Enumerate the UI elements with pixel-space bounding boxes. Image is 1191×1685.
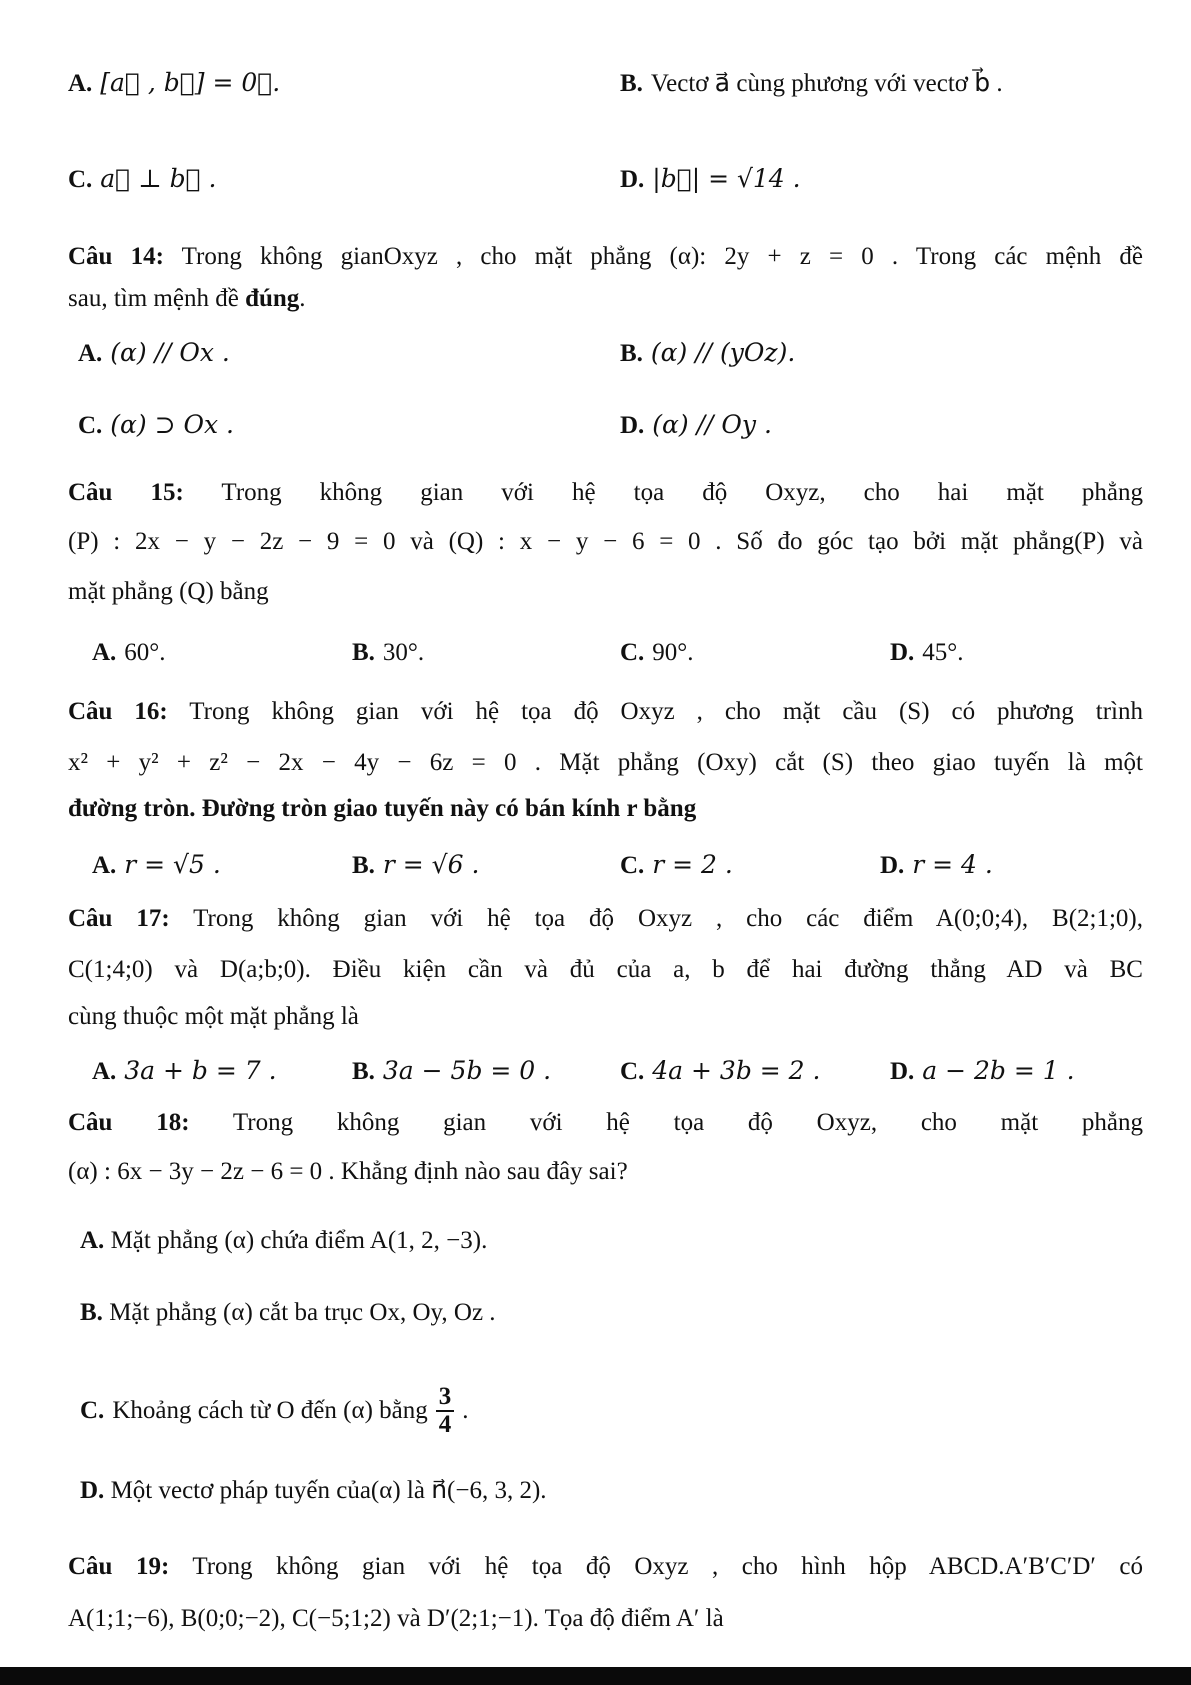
question-text: đường tròn. Đường tròn giao tuyến này có bán kính r bằng bbox=[68, 795, 697, 822]
option-text: Khoảng cách từ O đến (α) bằng bbox=[112, 1397, 428, 1425]
q17-option-d[interactable] bbox=[890, 1056, 1075, 1087]
option-text: 45°. bbox=[922, 639, 964, 666]
fraction-denominator: 4 bbox=[438, 1411, 452, 1439]
option-text: r = √5 . bbox=[124, 850, 221, 879]
option-text: (α) // (yOz). bbox=[650, 338, 796, 367]
q14-option-c[interactable] bbox=[78, 410, 234, 441]
q17-line-2 bbox=[68, 955, 1143, 985]
option-label: B. bbox=[620, 340, 643, 367]
option-label: D. bbox=[890, 639, 915, 666]
option-text: Vectơ a⃗ cùng phương với vectơ b⃗ . bbox=[650, 70, 1003, 97]
question-number: Câu 15: bbox=[68, 479, 184, 506]
q18-option-b[interactable] bbox=[80, 1298, 496, 1328]
fraction-numerator: 3 bbox=[436, 1384, 455, 1412]
option-label: D. bbox=[80, 1477, 105, 1504]
option-label: A. bbox=[78, 340, 103, 367]
option-text: r = 2 . bbox=[652, 850, 733, 879]
q18-option-d[interactable] bbox=[80, 1476, 547, 1506]
q17-option-a[interactable] bbox=[92, 1056, 277, 1087]
q19-line-2 bbox=[68, 1604, 724, 1634]
q16-line-1 bbox=[68, 697, 1143, 727]
q13-option-a[interactable] bbox=[68, 68, 280, 99]
option-text: Mặt phẳng (α) cắt ba trục Ox, Oy, Oz . bbox=[109, 1299, 496, 1326]
option-label: B. bbox=[352, 1058, 375, 1085]
option-label: A. bbox=[92, 1058, 117, 1085]
question-text: mặt phẳng (Q) bằng bbox=[68, 578, 269, 605]
q18-line-2 bbox=[68, 1157, 628, 1187]
option-text: (α) // Ox . bbox=[110, 338, 230, 367]
q14-line-2 bbox=[68, 284, 306, 314]
q15-option-b[interactable] bbox=[352, 637, 424, 668]
option-text: 30°. bbox=[382, 639, 425, 666]
q14-option-d[interactable] bbox=[620, 410, 772, 441]
option-text: 3a − 5b = 0 . bbox=[382, 1056, 552, 1085]
question-text: Trong không gian với hệ tọa độ Oxyz , cho các điểm A(0;0;4), B(2;1;0), bbox=[193, 905, 1143, 932]
q15-option-c[interactable] bbox=[620, 637, 694, 668]
option-text: r = 4 . bbox=[912, 850, 993, 879]
option-label: A. bbox=[92, 852, 117, 879]
option-text: (α) ⊃ Ox . bbox=[110, 410, 234, 439]
option-text: 4a + 3b = 2 . bbox=[652, 1056, 821, 1085]
q17-line-3 bbox=[68, 1002, 359, 1032]
option-label: C. bbox=[80, 1397, 105, 1425]
question-text: (P) : 2x − y − 2z − 9 = 0 và (Q) : x − y − 6 = 0 . Số đo góc tạo bởi mặt phẳng(P) và bbox=[68, 528, 1143, 555]
question-text: cùng thuộc một mặt phẳng là bbox=[68, 1003, 359, 1030]
option-label: D. bbox=[620, 166, 645, 193]
q14-option-a[interactable] bbox=[78, 338, 230, 369]
option-label: B. bbox=[620, 70, 643, 97]
option-label: B. bbox=[352, 852, 375, 879]
option-label: D. bbox=[620, 412, 645, 439]
q13-option-d[interactable] bbox=[620, 164, 801, 195]
fraction bbox=[436, 1384, 455, 1439]
question-number: Câu 14: bbox=[68, 243, 164, 270]
q15-line-3 bbox=[68, 577, 269, 607]
option-label: C. bbox=[620, 852, 645, 879]
option-text: 60°. bbox=[124, 639, 166, 666]
question-number: Câu 19: bbox=[68, 1553, 170, 1580]
question-number: Câu 18: bbox=[68, 1109, 190, 1136]
scan-bottom-edge bbox=[0, 1667, 1191, 1685]
option-text: Một vectơ pháp tuyến của(α) là n⃗(−6, 3, 2). bbox=[110, 1477, 547, 1504]
q16-option-b[interactable] bbox=[352, 850, 479, 881]
q13-option-b[interactable] bbox=[620, 68, 1003, 99]
question-number: Câu 16: bbox=[68, 698, 168, 725]
question-text: Trong không gian với hệ tọa độ Oxyz , cho hình hộp ABCD.A′B′C′D′ có bbox=[192, 1553, 1143, 1580]
option-text: 3a + b = 7 . bbox=[124, 1056, 277, 1085]
question-text: Trong không gian với hệ tọa độ Oxyz, cho hai mặt phẳng bbox=[221, 479, 1143, 506]
option-text: 90°. bbox=[652, 639, 694, 666]
option-label: D. bbox=[890, 1058, 915, 1085]
option-label: A. bbox=[80, 1227, 105, 1254]
question-text: Trong không gian với hệ tọa độ Oxyz , cho mặt cầu (S) có phương trình bbox=[189, 698, 1143, 725]
q16-option-d[interactable] bbox=[880, 850, 993, 881]
q17-option-c[interactable] bbox=[620, 1056, 820, 1087]
option-text: [a⃗ , b⃗] = 0⃗. bbox=[100, 68, 281, 97]
question-text: sau, tìm mệnh đề bbox=[68, 285, 246, 312]
option-label: C. bbox=[620, 1058, 645, 1085]
q15-line-2 bbox=[68, 527, 1143, 557]
q16-option-c[interactable] bbox=[620, 850, 733, 881]
option-label: C. bbox=[68, 166, 93, 193]
q17-option-b[interactable] bbox=[352, 1056, 551, 1087]
q15-line-1 bbox=[68, 478, 1143, 508]
q16-line-2 bbox=[68, 748, 1143, 778]
question-text: C(1;4;0) và D(a;b;0). Điều kiện cần và đủ của a, b để hai đường thẳng AD và BC bbox=[68, 956, 1143, 983]
option-label: A. bbox=[92, 639, 117, 666]
question-text: A(1;1;−6), B(0;0;−2), C(−5;1;2) và D′(2;1;−1). Tọa độ điểm A′ là bbox=[68, 1605, 724, 1632]
q18-option-a[interactable] bbox=[80, 1226, 487, 1256]
q14-line-1 bbox=[68, 242, 1143, 272]
option-text: a − 2b = 1 . bbox=[922, 1056, 1075, 1085]
option-text: a⃗ ⊥ b⃗ . bbox=[100, 164, 217, 193]
question-text: Trong không gian với hệ tọa độ Oxyz, cho mặt phẳng bbox=[232, 1109, 1143, 1136]
question-text: x² + y² + z² − 2x − 4y − 6z = 0 . Mặt phẳng (Oxy) cắt (S) theo giao tuyến là một bbox=[68, 749, 1143, 776]
option-label: B. bbox=[80, 1299, 103, 1326]
question-text: Trong không gianOxyz , cho mặt phẳng (α): 2y + z = 0 . Trong các mệnh đề bbox=[181, 243, 1143, 270]
option-text: r = √6 . bbox=[382, 850, 480, 879]
q19-line-1 bbox=[68, 1552, 1143, 1582]
q15-option-d[interactable] bbox=[890, 637, 964, 668]
q13-option-c[interactable] bbox=[68, 164, 216, 195]
option-label: C. bbox=[78, 412, 103, 439]
q15-option-a[interactable] bbox=[92, 637, 166, 668]
option-label: C. bbox=[620, 639, 645, 666]
option-text: |b⃗| = √14 . bbox=[652, 164, 801, 193]
q16-line-3 bbox=[68, 794, 696, 824]
option-text: Mặt phẳng (α) chứa điểm A(1, 2, −3). bbox=[110, 1227, 488, 1254]
q18-option-c[interactable] bbox=[80, 1384, 469, 1439]
question-number: Câu 17: bbox=[68, 905, 170, 932]
q17-line-1 bbox=[68, 904, 1143, 934]
question-text: . bbox=[299, 285, 306, 312]
option-label: B. bbox=[352, 639, 375, 666]
option-text: (α) // Oy . bbox=[652, 410, 772, 439]
question-text: (α) : 6x − 3y − 2z − 6 = 0 . Khẳng định nào sau đây sai? bbox=[68, 1158, 628, 1185]
q14-option-b[interactable] bbox=[620, 338, 795, 369]
q18-line-1 bbox=[68, 1108, 1143, 1138]
option-tail: . bbox=[462, 1397, 469, 1425]
option-label: D. bbox=[880, 852, 905, 879]
emphasis-word: đúng bbox=[245, 285, 300, 312]
option-label: A. bbox=[68, 70, 93, 97]
q16-option-a[interactable] bbox=[92, 850, 221, 881]
